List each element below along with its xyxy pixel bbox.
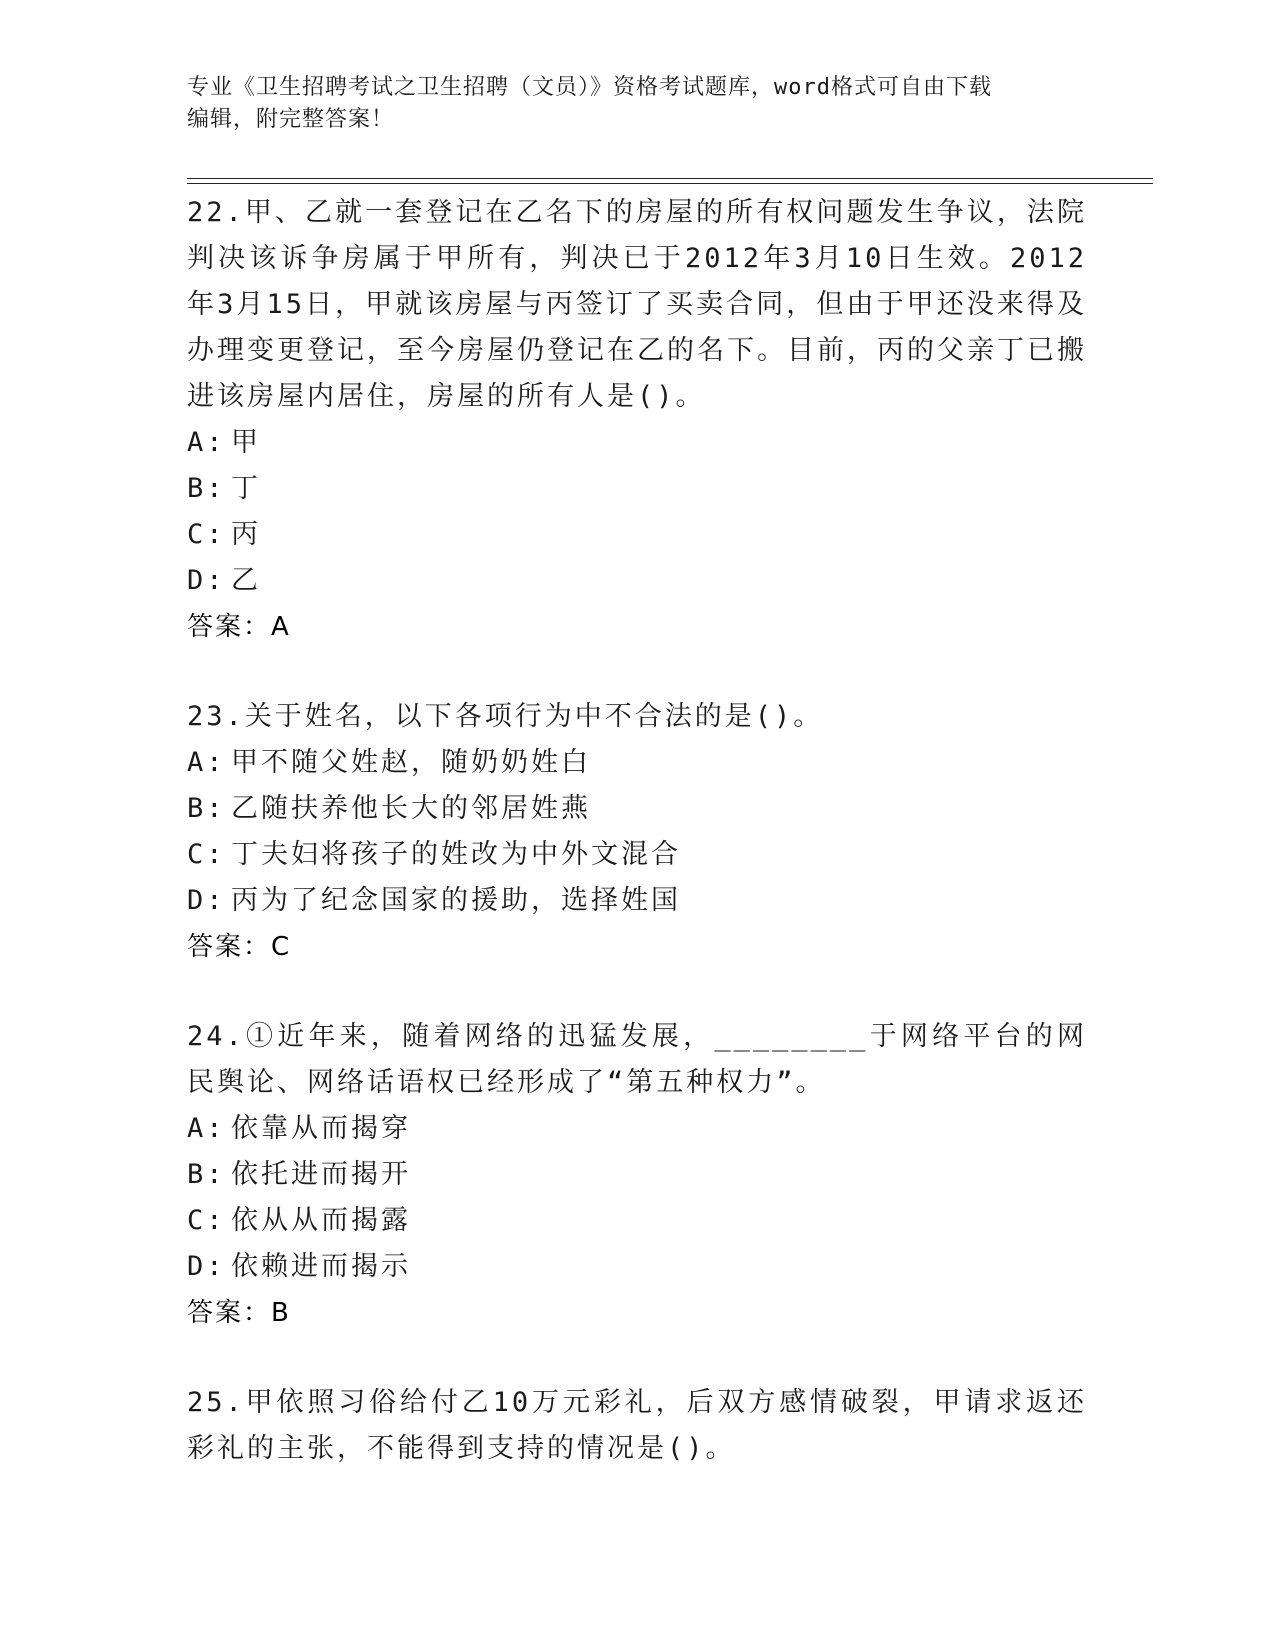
option-key: B: <box>187 473 226 504</box>
option-key: B: <box>187 1159 226 1190</box>
option-text: 依赖进而揭示 <box>231 1251 411 1282</box>
question-22 <box>187 190 1087 650</box>
option-text: 乙随扶养他长大的邻居姓燕 <box>231 793 591 824</box>
option-a <box>187 740 1087 786</box>
question-stem: 24.①近年来，随着网络的迅猛发展，________于网络平台的网民舆论、网络话语权已经形成了“第五种权力”。 <box>187 1021 1087 1098</box>
option-key: C: <box>187 839 226 870</box>
option-text: 丁夫妇将孩子的姓改为中外文混合 <box>231 839 681 870</box>
option-b <box>187 466 1087 512</box>
option-key: D: <box>187 565 226 596</box>
question-24 <box>187 1014 1087 1336</box>
answer-line: 答案：B <box>187 1298 291 1328</box>
answer-line: 答案：A <box>187 612 291 642</box>
option-text: 丁 <box>231 473 261 504</box>
option-key: D: <box>187 1251 226 1282</box>
option-c <box>187 832 1087 878</box>
option-text: 依从从而揭露 <box>231 1205 411 1236</box>
option-text: 丙 <box>231 519 261 550</box>
option-key: D: <box>187 885 226 916</box>
option-d <box>187 558 1087 604</box>
question-stem: 23.关于姓名，以下各项行为中不合法的是()。 <box>187 701 824 732</box>
question-list <box>187 190 1087 1516</box>
option-b <box>187 786 1087 832</box>
question-stem: 25.甲依照习俗给付乙10万元彩礼，后双方感情破裂，甲请求返还彩礼的主张，不能得到支持的情况是()。 <box>187 1387 1087 1464</box>
header-divider-top <box>187 178 1153 179</box>
option-text: 乙 <box>231 565 261 596</box>
option-key: A: <box>187 1113 226 1144</box>
option-c <box>187 512 1087 558</box>
option-c <box>187 1198 1087 1244</box>
option-d <box>187 878 1087 924</box>
header-divider-bottom <box>187 183 1153 184</box>
header-line-1: 专业《卫生招聘考试之卫生招聘（文员）》资格考试题库，word格式可自由下载 <box>187 75 992 100</box>
option-b <box>187 1152 1087 1198</box>
answer-line: 答案：C <box>187 932 292 962</box>
option-key: C: <box>187 519 226 550</box>
option-text: 依靠从而揭穿 <box>231 1113 411 1144</box>
option-text: 丙为了纪念国家的援助，选择姓国 <box>231 885 681 916</box>
option-text: 甲 <box>231 427 261 458</box>
option-key: A: <box>187 747 226 778</box>
option-a <box>187 1106 1087 1152</box>
question-23 <box>187 694 1087 970</box>
option-key: B: <box>187 793 226 824</box>
question-stem: 22.甲、乙就一套登记在乙名下的房屋的所有权问题发生争议，法院判决该诉争房属于甲所有，判决已于2012年3月10日生效。2012年3月15日，甲就该房屋与丙签订了买卖合同，但由于甲还没来得及办理变更登记，至今房屋仍登记在乙的名下。目前，丙的父亲丁已搬进该房屋内居住，房屋的所有人是()。 <box>187 197 1087 412</box>
option-a <box>187 420 1087 466</box>
option-text: 甲不随父姓赵，随奶奶姓白 <box>231 747 591 778</box>
option-d <box>187 1244 1087 1290</box>
option-key: C: <box>187 1205 226 1236</box>
question-25 <box>187 1380 1087 1472</box>
option-key: A: <box>187 427 226 458</box>
option-text: 依托进而揭开 <box>231 1159 411 1190</box>
header-line-2: 编辑，附完整答案！ <box>187 107 395 132</box>
document-header <box>187 72 1087 136</box>
